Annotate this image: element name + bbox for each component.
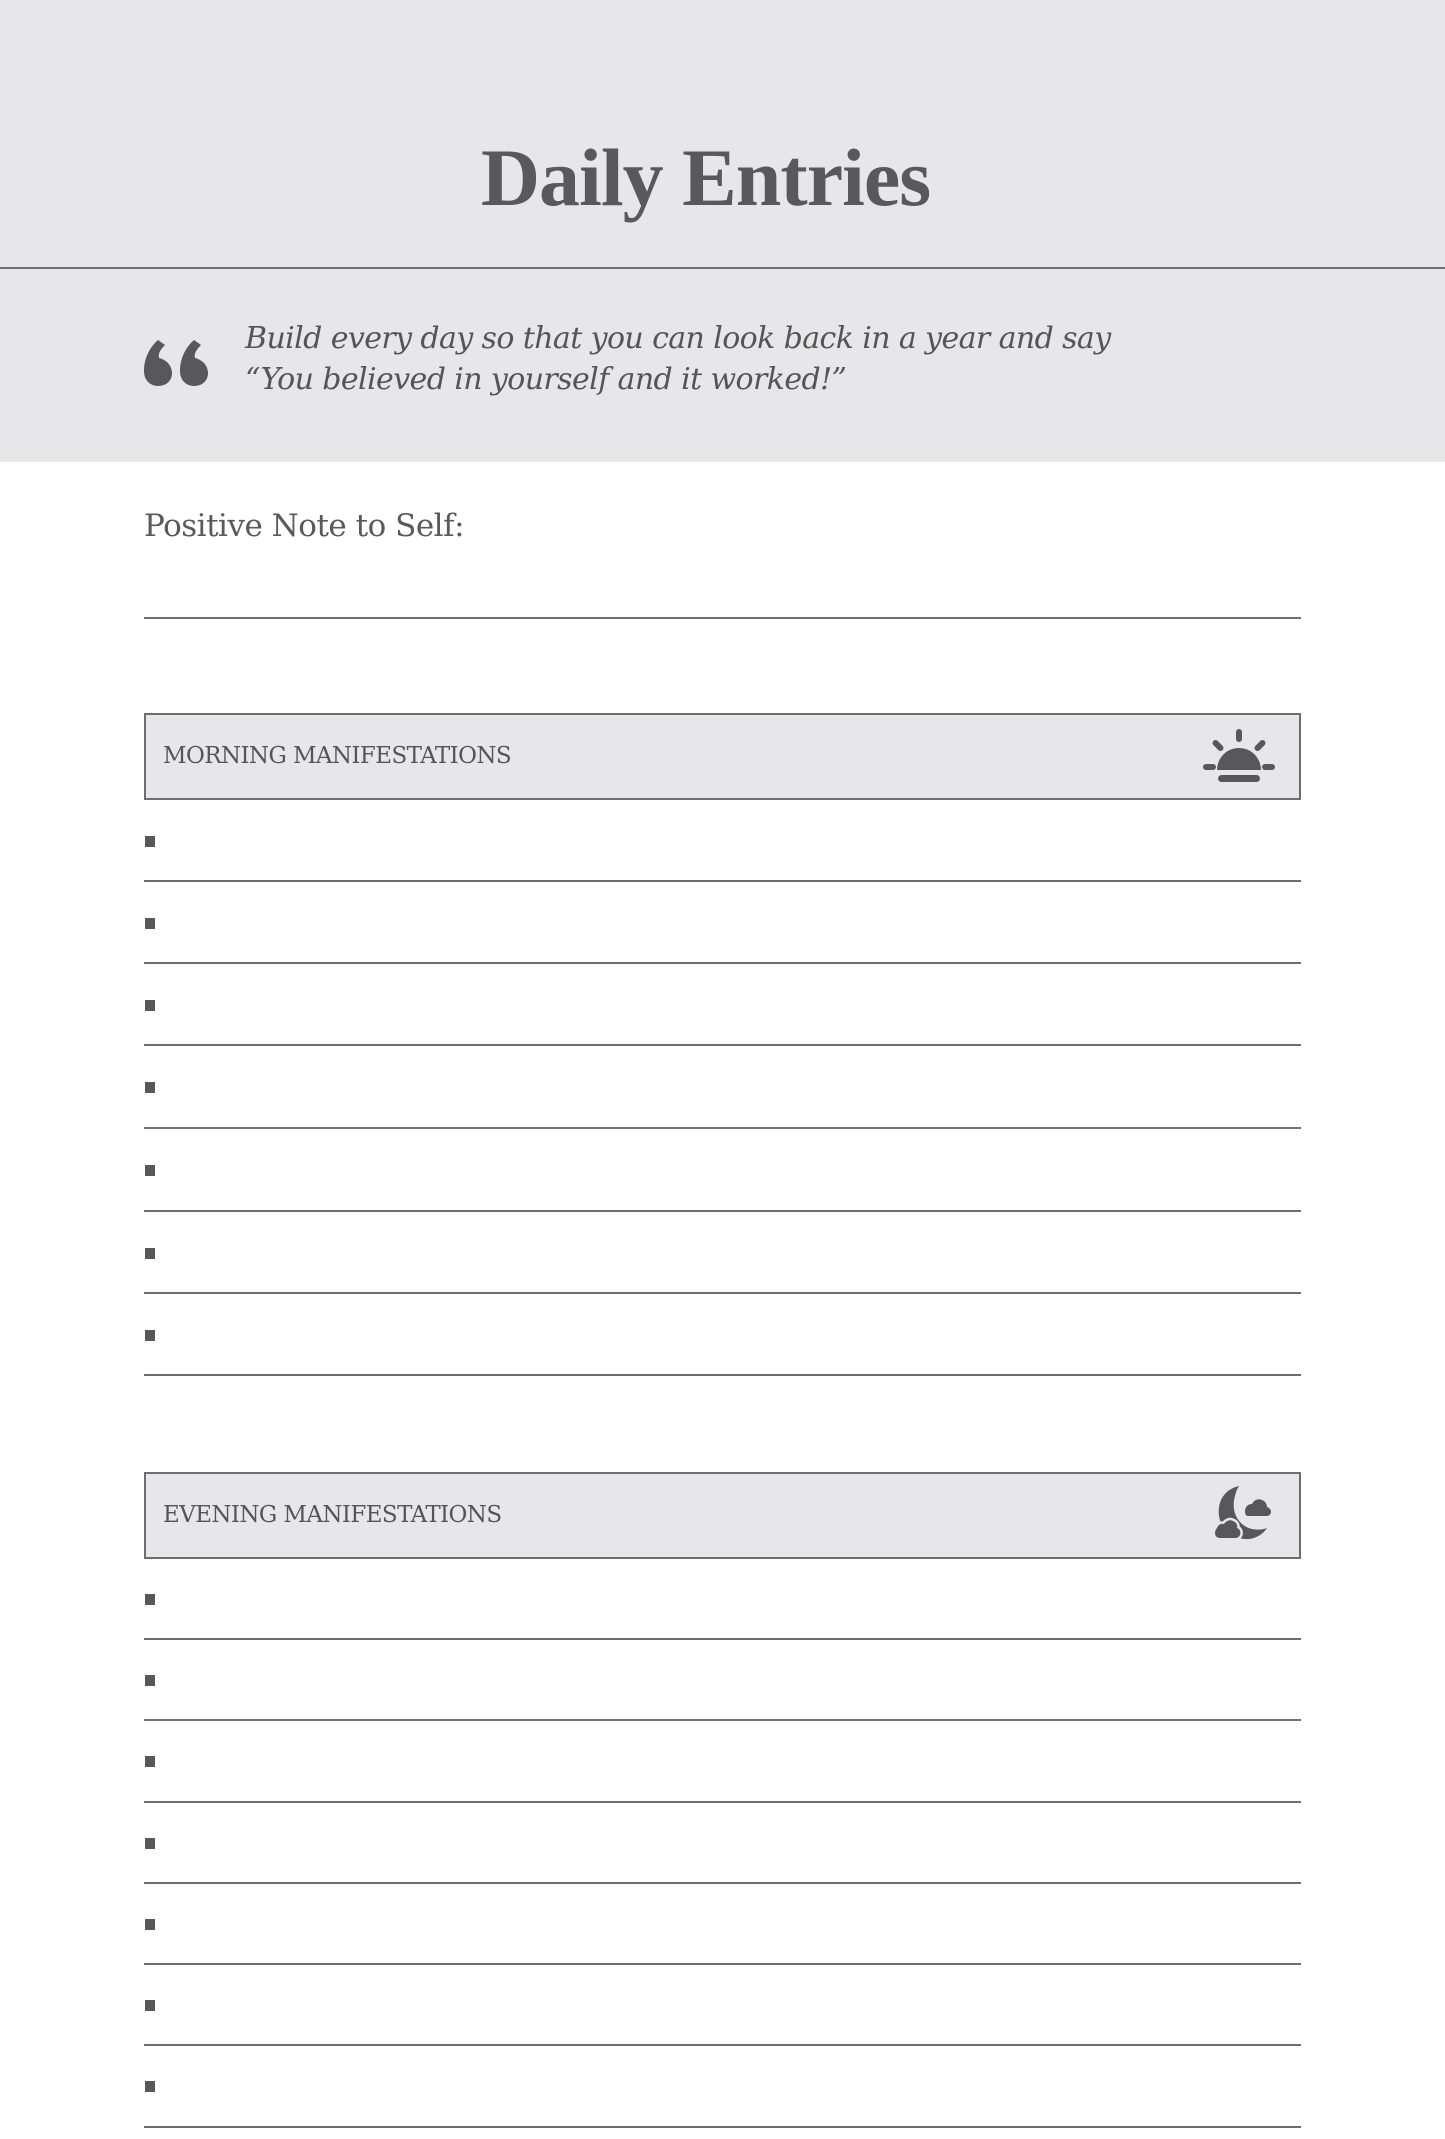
quote-text: [245, 318, 1245, 400]
entry-line: [144, 2126, 1301, 2128]
morning-section-title: MORNING MANIFESTATIONS: [163, 743, 512, 769]
evening-entry-3[interactable]: [144, 1721, 1301, 1803]
bullet-icon: [145, 1919, 155, 1930]
evening-entry-6[interactable]: [144, 1965, 1301, 2046]
evening-entry-1[interactable]: [144, 1558, 1301, 1640]
bullet-icon: [145, 1000, 155, 1011]
evening-entry-2[interactable]: [144, 1640, 1301, 1721]
bullet-icon: [145, 1838, 155, 1849]
bullet-icon: [145, 2000, 155, 2011]
morning-entry-5[interactable]: [144, 1129, 1301, 1212]
moon-clouds-icon: [1201, 1484, 1277, 1544]
bullet-icon: [145, 1594, 155, 1605]
positive-note-field[interactable]: [144, 617, 1301, 619]
page-title: Daily Entries: [480, 132, 931, 223]
bullet-icon: [145, 918, 155, 929]
morning-entry-6[interactable]: [144, 1212, 1301, 1294]
bullet-icon: [145, 1082, 155, 1093]
evening-entry-5[interactable]: [144, 1884, 1301, 1965]
positive-note-label: Positive Note to Self:: [144, 508, 465, 544]
bullet-icon: [145, 1756, 155, 1767]
sunrise-icon: [1201, 727, 1277, 787]
evening-entry-7[interactable]: [144, 2046, 1301, 2128]
morning-entry-1[interactable]: [144, 800, 1301, 882]
evening-section-header: [144, 1472, 1301, 1559]
morning-entry-7[interactable]: [144, 1294, 1301, 1376]
bullet-icon: [145, 1165, 155, 1176]
bullet-icon: [145, 836, 155, 847]
bullet-icon: [145, 1248, 155, 1259]
quote-line-1: Build every day so that you can look back in a year and say: [245, 321, 1111, 356]
morning-section-header: [144, 713, 1301, 800]
morning-entry-4[interactable]: [144, 1046, 1301, 1129]
bullet-icon: [145, 1330, 155, 1341]
evening-section-title: EVENING MANIFESTATIONS: [163, 1502, 502, 1528]
bullet-icon: [145, 2081, 155, 2092]
quote-line-2: “You believed in yourself and it worked!”: [245, 362, 847, 397]
morning-entry-2[interactable]: [144, 882, 1301, 964]
morning-entry-3[interactable]: [144, 964, 1301, 1046]
evening-entry-4[interactable]: [144, 1803, 1301, 1884]
bullet-icon: [145, 1675, 155, 1686]
entry-line: [144, 1374, 1301, 1376]
quote-open-icon: [144, 340, 208, 386]
